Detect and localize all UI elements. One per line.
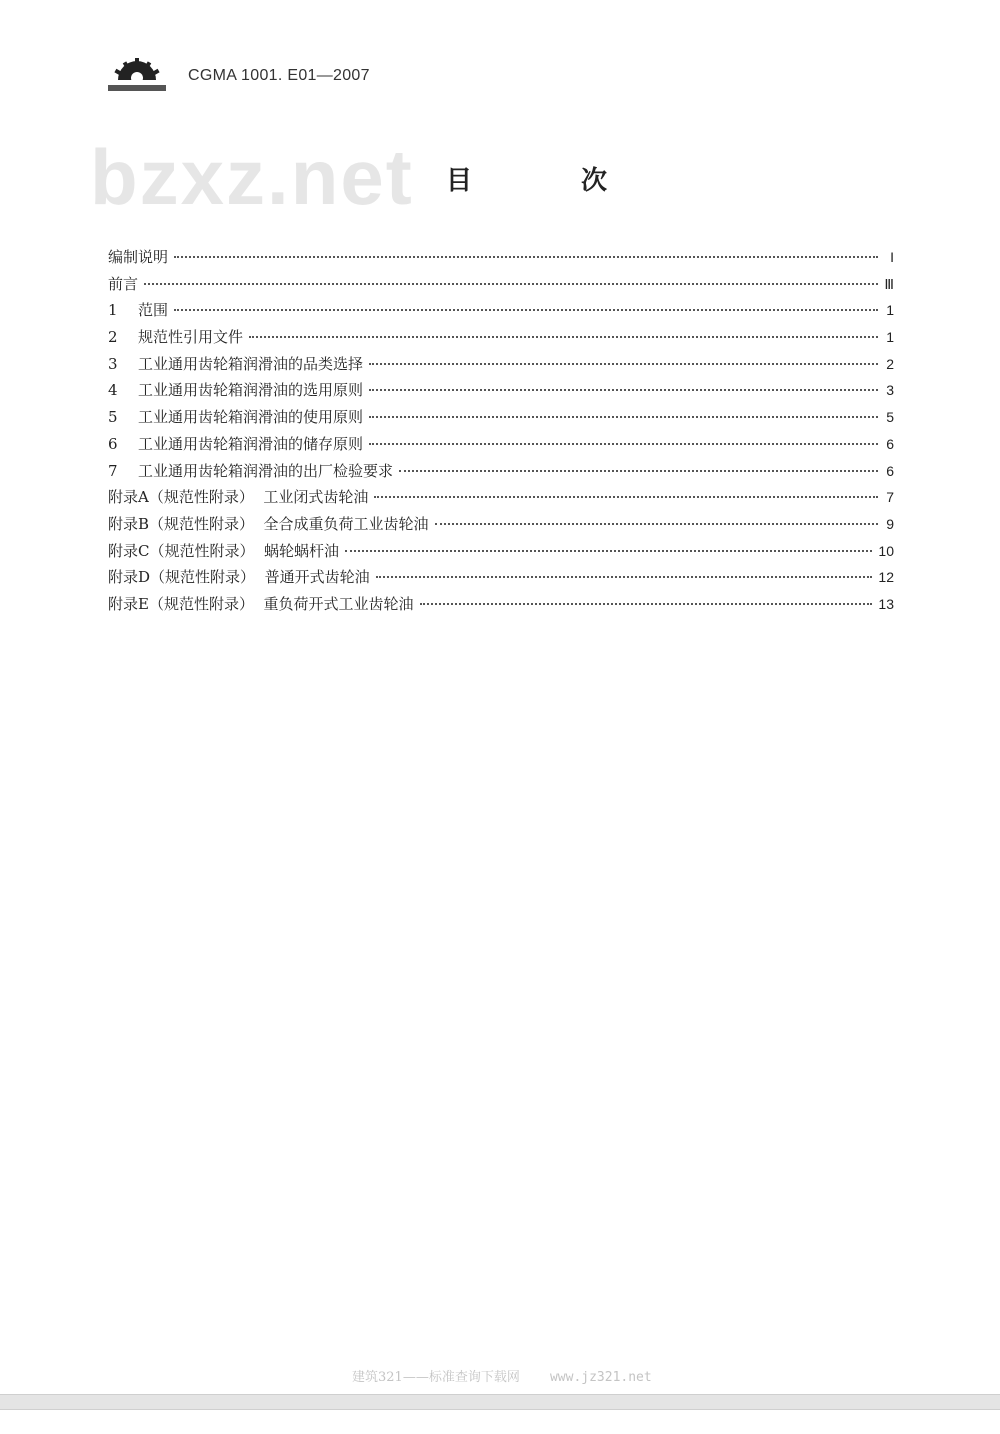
toc-entry[interactable] bbox=[108, 513, 894, 540]
toc-entry[interactable] bbox=[108, 326, 894, 353]
toc-entry-label bbox=[108, 593, 414, 614]
toc-entry-title: 工业通用齿轮箱润滑油的储存原则 bbox=[138, 434, 364, 453]
toc-entry-page: 2 bbox=[886, 355, 894, 372]
toc-entry[interactable] bbox=[108, 353, 894, 380]
toc-entry-page: 3 bbox=[886, 382, 894, 399]
toc-entry-page: 13 bbox=[878, 595, 894, 612]
association-logo bbox=[104, 58, 170, 94]
dot-leader bbox=[249, 336, 878, 338]
toc-entry-title: 编制说明 bbox=[108, 248, 169, 266]
toc-entry[interactable] bbox=[108, 406, 894, 433]
toc-entry[interactable] bbox=[108, 540, 894, 567]
toc-entry[interactable] bbox=[108, 379, 894, 406]
toc-entry-label bbox=[108, 326, 243, 347]
table-of-contents bbox=[108, 246, 894, 620]
toc-entry-title: 规范性引用文件 bbox=[138, 328, 244, 347]
watermark: bzxz.net bbox=[90, 133, 414, 221]
toc-entry-label bbox=[108, 513, 429, 534]
toc-entry-title: 附录B（规范性附录） 全合成重负荷工业齿轮油 bbox=[108, 514, 429, 533]
toc-entry-title: 范围 bbox=[138, 301, 169, 320]
toc-entry-title: 附录D（规范性附录） 普通开式齿轮油 bbox=[108, 568, 370, 587]
toc-entry-label bbox=[108, 460, 393, 481]
toc-entry-number: 6 bbox=[108, 434, 118, 453]
toc-entry[interactable] bbox=[108, 299, 894, 326]
page-footer bbox=[352, 1366, 652, 1385]
footer-site-name: 建筑321——标准查询下载网 bbox=[352, 1370, 520, 1385]
toc-entry[interactable] bbox=[108, 566, 894, 593]
page-title: 目 次 bbox=[446, 166, 658, 196]
toc-entry-page: 1 bbox=[886, 302, 894, 319]
toc-entry-number: 4 bbox=[108, 381, 118, 400]
toc-entry-title: 工业通用齿轮箱润滑油的选用原则 bbox=[138, 381, 364, 400]
toc-entry-title: 前言 bbox=[108, 274, 139, 293]
toc-entry-label bbox=[108, 246, 168, 267]
footer-url[interactable]: www.jz321.net bbox=[549, 1370, 652, 1385]
toc-entry[interactable] bbox=[108, 486, 894, 513]
toc-entry-label bbox=[108, 486, 368, 507]
dot-leader bbox=[369, 389, 878, 391]
toc-entry-page: 9 bbox=[886, 515, 894, 532]
toc-entry-title: 附录E（规范性附录） 重负荷开式工业齿轮油 bbox=[108, 594, 414, 613]
toc-entry-label bbox=[108, 433, 363, 454]
toc-entry-page: 7 bbox=[886, 489, 894, 506]
dot-leader bbox=[399, 470, 878, 472]
dot-leader bbox=[144, 283, 878, 285]
toc-entry-title: 附录C（规范性附录） 蜗轮蜗杆油 bbox=[108, 541, 340, 560]
toc-entry-title: 工业通用齿轮箱润滑油的使用原则 bbox=[138, 408, 364, 427]
toc-entry-label bbox=[108, 540, 339, 561]
toc-entry-page: 6 bbox=[886, 462, 894, 479]
toc-entry-page: 5 bbox=[886, 409, 894, 426]
toc-entry[interactable] bbox=[108, 593, 894, 620]
dot-leader bbox=[376, 576, 873, 578]
toc-entry-title: 工业通用齿轮箱润滑油的品类选择 bbox=[138, 354, 364, 373]
toc-entry-number: 2 bbox=[108, 328, 118, 347]
toc-entry-page: Ⅲ bbox=[884, 275, 894, 292]
toc-entry-page: I bbox=[890, 249, 894, 265]
dot-leader bbox=[174, 256, 878, 258]
toc-entry-page: 6 bbox=[886, 435, 894, 452]
toc-entry-title: 附录A（规范性附录） 工业闭式齿轮油 bbox=[108, 488, 369, 507]
dot-leader bbox=[369, 416, 878, 418]
dot-leader bbox=[369, 363, 878, 365]
toc-entry-number: 1 bbox=[108, 301, 118, 320]
toc-entry[interactable] bbox=[108, 460, 894, 487]
dot-leader bbox=[345, 550, 872, 552]
page-header bbox=[104, 58, 370, 94]
toc-entry-label bbox=[108, 379, 363, 400]
toc-entry-label bbox=[108, 406, 363, 427]
page-bottom-bar bbox=[0, 1394, 1000, 1410]
toc-entry-label bbox=[108, 299, 168, 320]
toc-entry-page: 10 bbox=[878, 542, 894, 559]
toc-entry-number: 5 bbox=[108, 408, 118, 427]
toc-entry[interactable] bbox=[108, 433, 894, 460]
toc-entry-number: 7 bbox=[108, 461, 118, 480]
toc-entry-label bbox=[108, 566, 370, 587]
dot-leader bbox=[435, 523, 878, 525]
standard-code: CGMA 1001. E01—2007 bbox=[188, 67, 370, 84]
toc-entry-page: 1 bbox=[886, 329, 894, 346]
toc-entry[interactable] bbox=[108, 246, 894, 273]
toc-entry-title: 工业通用齿轮箱润滑油的出厂检验要求 bbox=[138, 461, 394, 480]
dot-leader bbox=[369, 443, 878, 445]
toc-entry[interactable] bbox=[108, 273, 894, 300]
toc-entry-label bbox=[108, 273, 138, 294]
dot-leader bbox=[420, 603, 873, 605]
toc-entry-label bbox=[108, 353, 363, 374]
dot-leader bbox=[374, 496, 878, 498]
dot-leader bbox=[174, 309, 878, 311]
toc-entry-page: 12 bbox=[878, 569, 894, 586]
toc-entry-number: 3 bbox=[108, 354, 118, 373]
